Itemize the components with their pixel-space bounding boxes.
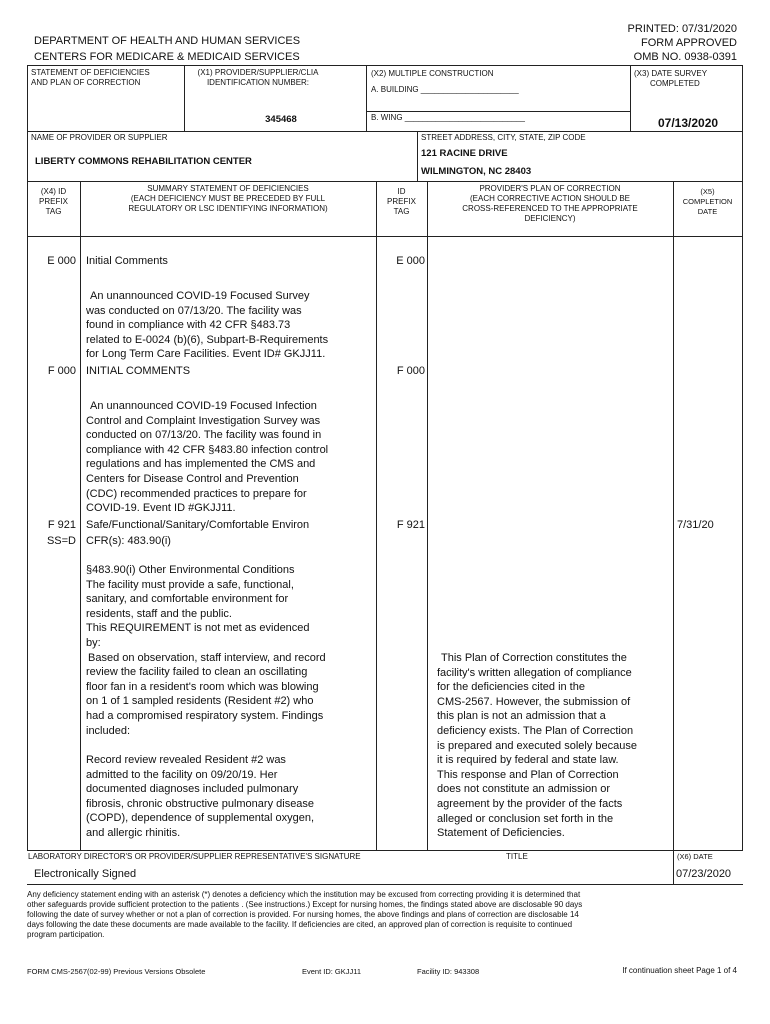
form-approved: FORM APPROVED	[641, 37, 737, 49]
wing-label: B. WING ___________________________	[371, 113, 525, 122]
x2-label: (X2) MULTIPLE CONSTRUCTION	[371, 69, 494, 78]
x3-value: 07/13/2020	[658, 116, 719, 130]
printed-date: PRINTED: 07/31/2020	[627, 23, 737, 35]
disclaimer: Any deficiency statement ending with an asterisk (*) denotes a deficiency which the institution may be excused from correcting providing it is determined that other safeguards provide sufficient protection to the patients . (See instructions.) Except for nursing homes, the findings stated above are disclosable 90 days following the date of survey whether or not a plan of correction is provided. For nursing homes, the above findings and plans of correction are disclosable 14 days following the date these documents are made available to the facility. If deficiencies are cited, an approved plan of correction is requisite to continued program participation.	[27, 890, 583, 939]
f921-plan-of-correction: This Plan of Correction constitutes the facility's written allegation of compliance for the deficiencies cited in the CMS-2567. However, the submission of this plan is not an admission that a deficiency exists. The Plan of Correction is prepared and executed solely because it is required by federal and state law. This response and Plan of Correction does not constitute an admission or agreement by the provider of the facts alleged or conclusion set forth in the Statement of Deficiencies.	[437, 652, 637, 840]
f000-tag: F 000	[47, 365, 76, 377]
x4-header: (X4) ID PREFIX TAG	[39, 187, 68, 216]
address-label: STREET ADDRESS, CITY, STATE, ZIP CODE	[421, 133, 586, 142]
summary-header: SUMMARY STATEMENT OF DEFICIENCIES (EACH DEFICIENCY MUST BE PRECEDED BY FULL REGULATORY OR LSC IDENTIFYING INFORMATION)	[128, 184, 328, 213]
f921-scope-severity: SS=D	[46, 535, 76, 547]
signature-value: Electronically Signed	[34, 868, 137, 880]
building-label: A. BUILDING ______________________	[371, 85, 519, 94]
address-city: WILMINGTON, NC 28403	[421, 166, 532, 177]
address-street: 121 RACINE DRIVE	[421, 148, 508, 159]
id-header: ID PREFIX TAG	[387, 187, 416, 216]
x6-date-value: 07/23/2020	[676, 868, 732, 880]
plan-header: PROVIDER'S PLAN OF CORRECTION (EACH CORRECTIVE ACTION SHOULD BE CROSS-REFERENCED TO THE APPROPRIATE DEFICIENCY)	[462, 184, 638, 223]
f921-cfr: CFR(s): 483.90(i)	[86, 535, 171, 547]
provider-label: NAME OF PROVIDER OR SUPPLIER	[31, 133, 168, 142]
title-label: TITLE	[506, 852, 528, 861]
x3-label: (X3) DATE SURVEY COMPLETED	[634, 69, 708, 88]
signature-label: LABORATORY DIRECTOR'S OR PROVIDER/SUPPLIER REPRESENTATIVE'S SIGNATURE	[28, 852, 361, 861]
f921-text: §483.90(i) Other Environmental Conditions The facility must provide a safe, functional, sanitary, and comfortable environment for residents, staff and the public. This REQUIREMENT is not met as evidenced by: Based on observation, staff interview, and record review the facility failed to clean an oscillating floor fan in a resident's room which was blowing on 1 of 1 sampled residents (Resident #2) who had a compromised respiratory system. Findings included:	[86, 564, 326, 737]
e000-id: E 000	[396, 255, 425, 267]
page-number: If continuation sheet Page 1 of 4	[622, 966, 737, 975]
f000-id: F 000	[396, 365, 425, 377]
f000-title: INITIAL COMMENTS	[86, 365, 191, 377]
f921-tag: F 921	[47, 519, 76, 531]
x6-date-label: (X6) DATE	[677, 852, 713, 861]
f000-text: An unannounced COVID-19 Focused Infection Control and Complaint Investigation Survey was conducted on 07/13/20. The facility was found in compliance with 42 CFR §483.80 infection control regulations and has implemented the CMS and Centers for Disease Control and Prevention (CDC) recommended practices to prepare for COVID-19. Event ID #GKJJ11.	[86, 400, 329, 515]
f921-id: F 921	[396, 519, 425, 531]
centers-title: CENTERS FOR MEDICARE & MEDICAID SERVICES	[34, 51, 300, 63]
x5-header: (X5) COMPLETION DATE	[682, 187, 733, 216]
f921-record-review: Record review revealed Resident #2 was admitted to the facility on 09/20/19. Her documented diagnoses included pulmonary fibrosis, chronic obstructive pulmonary disease (COPD), dependence of supplemental oxygen, and allergic rhinitis.	[86, 754, 315, 839]
f921-title: Safe/Functional/Sanitary/Comfortable Environ	[86, 519, 310, 531]
x1-label: (X1) PROVIDER/SUPPLIER/CLIA IDENTIFICATION NUMBER:	[197, 68, 319, 87]
x1-value: 345468	[265, 114, 297, 125]
omb-number: OMB NO. 0938-0391	[633, 51, 737, 63]
e000-tag: E 000	[47, 255, 76, 267]
event-id: Event ID: GKJJ11	[302, 967, 362, 976]
e000-text: An unannounced COVID-19 Focused Survey was conducted on 07/13/20. The facility was found in compliance with 42 CFR §483.73 related to E-0024 (b)(6), Subpart-B-Requirements for Long Term Care Facilities. Event ID# GKJJ11.	[86, 290, 329, 361]
f921-completion-date: 7/31/20	[677, 519, 714, 531]
facility-id: Facility ID: 943308	[417, 967, 480, 976]
department-title: DEPARTMENT OF HEALTH AND HUMAN SERVICES	[34, 35, 301, 47]
provider-name: LIBERTY COMMONS REHABILITATION CENTER	[35, 156, 252, 167]
e000-title: Initial Comments	[86, 255, 168, 267]
statement-label: STATEMENT OF DEFICIENCIES AND PLAN OF CORRECTION	[31, 68, 150, 87]
form-number: FORM CMS-2567(02-99) Previous Versions Obsolete	[27, 967, 206, 976]
